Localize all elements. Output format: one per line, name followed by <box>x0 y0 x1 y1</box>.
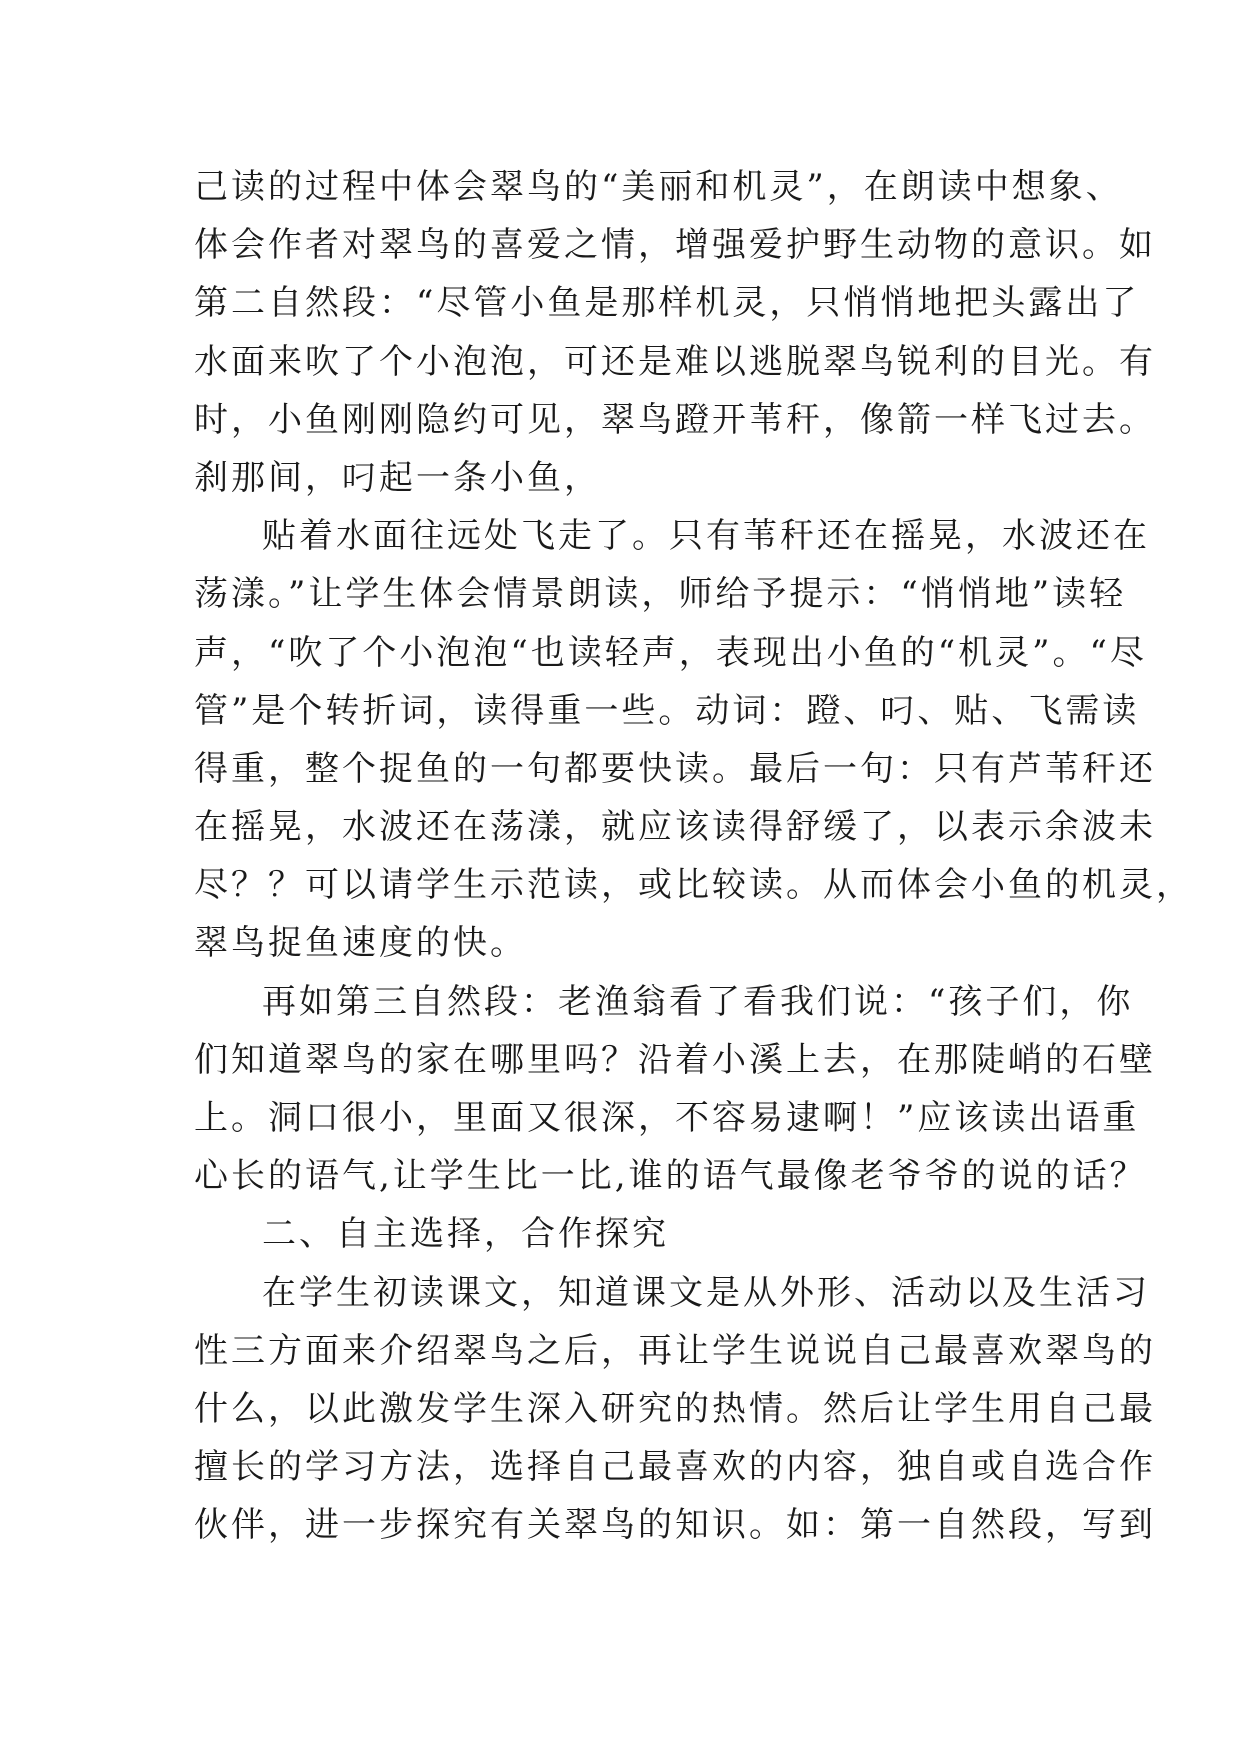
text-line: 得重，整个捉鱼的一句都要快读。最后一句：只有芦苇秆还 <box>194 748 1156 789</box>
text-line: 己读的过程中体会翠鸟的“美丽和机灵”，在朗读中想象、 <box>194 167 1123 207</box>
text-line: 翠鸟捉鱼速度的快。 <box>194 923 527 964</box>
paragraph-start-line: 贴着水面往远处飞走了。只有苇秆还在摇晃，水波还在 <box>262 516 1150 557</box>
text-line: 水面来吹了个小泡泡，可还是难以逃脱翠鸟锐利的目光。有 <box>194 341 1156 382</box>
text-line: 上。洞口很小，里面又很深，不容易逮啊！”应该读出语重 <box>194 1098 1140 1138</box>
text-line: 尽？？可以请学生示范读，或比较读。从而体会小鱼的机灵， <box>194 865 1193 906</box>
text-line: 擅长的学习方法，选择自己最喜欢的内容，独自或自选合作 <box>194 1447 1156 1488</box>
body-text <box>194 158 1193 1555</box>
text-line: 第二自然段：“尽管小鱼是那样机灵，只悄悄地把头露出了 <box>194 283 1140 324</box>
text-line: 声，“吹了个小泡泡“也读轻声，表现出小鱼的“机灵”。“尽 <box>194 632 1147 673</box>
paragraph-start-line: 二、自主选择，合作探究 <box>262 1214 669 1255</box>
text-line: 荡漾。”让学生体会情景朗读，师给予提示：“悄悄地”读轻 <box>194 574 1127 615</box>
text-line: 心长的语气,让学生比一比,谁的语气最像老爷爷的说的话？ <box>194 1156 1147 1197</box>
text-line: 时，小鱼刚刚隐约可见，翠鸟蹬开苇秆，像箭一样飞过去。 <box>194 399 1156 440</box>
paragraph-start-line: 再如第三自然段：老渔翁看了看我们说：“孩子们，你 <box>262 981 1134 1022</box>
text-line: 伙伴，进一步探究有关翠鸟的知识。如：第一自然段，写到 <box>194 1505 1156 1546</box>
text-line: 性三方面来介绍翠鸟之后，再让学生说说自己最喜欢翠鸟的 <box>194 1330 1156 1371</box>
text-line: 在摇晃，水波还在荡漾，就应该读得舒缓了，以表示余波未 <box>194 807 1156 848</box>
text-line: 们知道翠鸟的家在哪里吗？沿着小溪上去，在那陡峭的石壁 <box>194 1039 1156 1080</box>
text-line: 什么，以此激发学生深入研究的热情。然后让学生用自己最 <box>194 1388 1156 1429</box>
text-line: 管”是个转折词，读得重一些。动词：蹬、叼、贴、飞需读 <box>194 690 1140 731</box>
text-line: 刹那间，叼起一条小鱼， <box>194 457 601 498</box>
text-line: 体会作者对翠鸟的喜爱之情，增强爱护野生动物的意识。如 <box>194 225 1156 266</box>
paragraph-start-line: 在学生初读课文，知道课文是从外形、活动以及生活习 <box>262 1272 1150 1313</box>
